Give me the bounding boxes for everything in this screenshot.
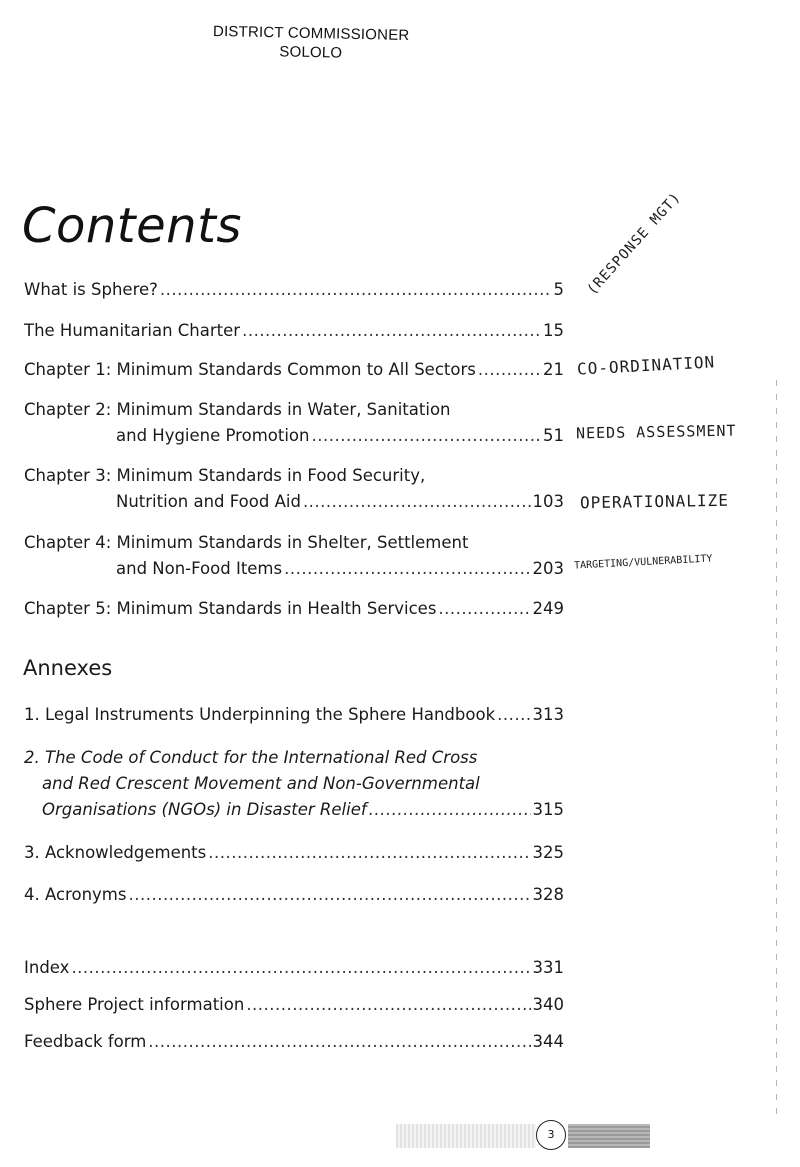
- annex-entry-label: 3. Acknowledgements: [24, 843, 207, 862]
- toc-entry-label-cont: Nutrition and Food Aid: [116, 492, 301, 511]
- leader-dots: [160, 277, 552, 303]
- toc-entry-label: Chapter 1: Minimum Standards Common to All Sectors: [24, 360, 476, 379]
- toc-entry-page: 21: [543, 360, 564, 379]
- back-entry-label: Sphere Project information: [24, 995, 245, 1014]
- district-commissioner-stamp: [196, 22, 427, 65]
- toc-entry-label: Chapter 3: Minimum Standards in Food Security,: [24, 466, 426, 485]
- leader-dots: [369, 797, 531, 823]
- footer-band-right: [568, 1124, 650, 1148]
- annex-entry-4: [24, 882, 564, 908]
- annex-entry-page: 325: [532, 843, 564, 862]
- annex-entry-3: [24, 840, 564, 866]
- annex-entry-2: [24, 745, 564, 823]
- back-entry-feedback: [24, 1029, 564, 1055]
- footer-band-left: [396, 1124, 536, 1148]
- annexes-heading: Annexes: [23, 656, 113, 680]
- annex-entry-page: 313: [532, 705, 564, 724]
- leader-dots: [128, 882, 530, 908]
- back-entry-page: 340: [532, 995, 564, 1014]
- toc-entry-label: The Humanitarian Charter: [24, 321, 241, 340]
- annex-entry-page: 315: [532, 800, 564, 819]
- toc-entry-humanitarian-charter: [24, 318, 564, 344]
- handwritten-needs-assessment: NEEDS ASSESSMENT: [575, 421, 737, 443]
- annex-entry-page: 328: [532, 885, 564, 904]
- leader-dots: [497, 702, 530, 728]
- toc-entry-chapter-5: [24, 596, 564, 622]
- annex-entry-label: 4. Acronyms: [24, 885, 127, 904]
- annex-entry-label: 1. Legal Instruments Underpinning the Sphere Handbook: [24, 705, 496, 724]
- toc-entry-label-cont: and Non-Food Items: [116, 559, 283, 578]
- leader-dots: [208, 840, 530, 866]
- toc-entry-page: 15: [543, 321, 564, 340]
- leader-dots: [284, 556, 530, 582]
- toc-entry-what-is-sphere: [24, 277, 564, 303]
- back-entry-page: 344: [532, 1032, 564, 1051]
- footer-band: [396, 1124, 650, 1148]
- back-entry-page: 331: [532, 958, 564, 977]
- annex-entry-label: 2. The Code of Conduct for the International Red Cross: [24, 748, 478, 767]
- toc-entry-chapter-2: [24, 397, 564, 449]
- back-entry-label: Index: [24, 958, 70, 977]
- back-entry-index: [24, 955, 564, 981]
- annex-entry-label-cont: and Red Crescent Movement and Non-Governmental: [42, 774, 480, 793]
- annex-entry-label-cont: Organisations (NGOs) in Disaster Relief: [42, 800, 367, 819]
- toc-entry-label: Chapter 5: Minimum Standards in Health Services: [24, 599, 437, 618]
- scan-edge-line: [776, 380, 777, 1120]
- leader-dots: [303, 489, 531, 515]
- stamp-line-2: SOLOLO: [279, 43, 343, 62]
- page-number: 3: [536, 1120, 566, 1150]
- leader-dots: [242, 318, 541, 344]
- back-entry-sphere-info: [24, 992, 564, 1018]
- leader-dots: [438, 596, 530, 622]
- leader-dots: [311, 423, 541, 449]
- toc-entry-label: Chapter 2: Minimum Standards in Water, Sanitation: [24, 400, 451, 419]
- leader-dots: [71, 955, 530, 981]
- toc-entry-chapter-3: [24, 463, 564, 515]
- toc-entry-page: 203: [532, 559, 564, 578]
- leader-dots: [246, 992, 530, 1018]
- toc-entry-page: 249: [532, 599, 564, 618]
- toc-entry-label: What is Sphere?: [24, 280, 158, 299]
- toc-entry-page: 103: [532, 492, 564, 511]
- handwritten-response-mgt: (RESPONSE MGT): [584, 189, 685, 298]
- handwritten-targeting-vulnerability: TARGETING/VULNERABILITY: [573, 553, 713, 572]
- back-entry-label: Feedback form: [24, 1032, 147, 1051]
- handwritten-operationalize: OPERATIONALIZE: [579, 490, 730, 513]
- toc-entry-label-cont: and Hygiene Promotion: [116, 426, 310, 445]
- stamp-line-1: DISTRICT COMMISSIONER: [212, 22, 410, 45]
- toc-entry-chapter-4: [24, 530, 564, 582]
- toc-entry-page: 51: [543, 426, 564, 445]
- handwritten-coordination: CO-ORDINATION: [576, 352, 716, 379]
- leader-dots: [478, 357, 541, 383]
- page-title: Contents: [22, 198, 242, 254]
- toc-entry-chapter-1: [24, 357, 564, 383]
- annex-entry-1: [24, 702, 564, 728]
- toc-entry-label: Chapter 4: Minimum Standards in Shelter, Settlement: [24, 533, 469, 552]
- leader-dots: [148, 1029, 530, 1055]
- toc-entry-page: 5: [553, 280, 564, 299]
